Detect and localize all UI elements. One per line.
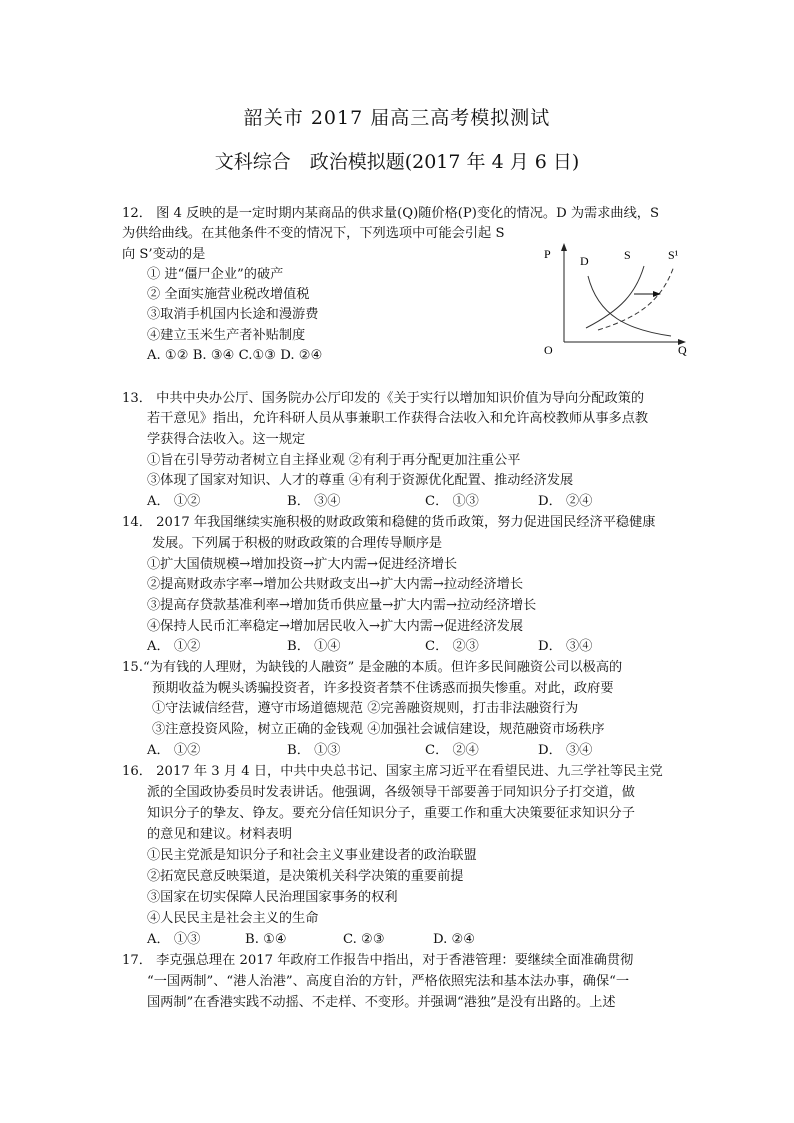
answer-option: D． ③④ xyxy=(538,743,593,758)
choice-item: ④人民民主是社会主义的生命 xyxy=(147,911,319,926)
p-axis-label: P xyxy=(544,247,551,261)
supply-shift-label: S¹ xyxy=(668,248,679,262)
question-text-line: 预期收益为幌头诱骗投资者，许多投资者禁不住诱惑而损失惨重。对此，政府要 xyxy=(152,681,614,696)
answer-option: A． ①② xyxy=(147,639,201,654)
question-text-line: 14． 2017 年我国继续实施积极的财政政策和稳健的货币政策，努力促进国民经济平稳健康 xyxy=(122,515,656,530)
question-text-line: 知识分子的挚友、铮友。要充分信任知识分子，重要工作和重大决策要征求知识分子 xyxy=(147,806,635,821)
answer-option: A． ①② xyxy=(147,743,201,758)
answer-option: D． ③④ xyxy=(538,639,593,654)
choice-item: ③国家在切实保障人民治理国家事务的权利 xyxy=(147,890,398,905)
question-text-line: “一国两制”、“港人治港”、高度自治的方针，严格依照宪法和基本法办事，确保“一 xyxy=(147,974,630,989)
supply-curve-s1 xyxy=(598,266,674,330)
question-text-line: 发展。下列属于积极的财政政策的合理传导顺序是 xyxy=(152,536,443,551)
choice-item: ② 全面实施营业税改增值税 xyxy=(147,287,310,302)
question-text-line: 的意见和建议。材料表明 xyxy=(147,827,293,842)
supply-curve-s xyxy=(586,266,644,328)
shift-arrowhead xyxy=(653,291,661,297)
q-axis-label: Q xyxy=(678,343,687,357)
question-text-line: 国两制”在香港实践不动摇、不走样、不变形。并强调“港独”是没有出路的。上述 xyxy=(147,995,616,1010)
supply-demand-figure xyxy=(536,238,696,358)
answer-option: D. ②④ xyxy=(433,932,476,947)
answer-option: C. ②③ xyxy=(343,932,385,947)
question-text-line: 16． 2017 年 3 月 4 日，中共中央总书记、国家主席习近平在看望民进、九三学社等民主党 xyxy=(122,764,663,779)
question-text-line: 派的全国政协委员时发表讲话。他强调，各级领导干部要善于同知识分子打交道，做 xyxy=(147,785,635,800)
answer-option: B. ①④ xyxy=(245,932,287,947)
question-text-line: 17． 李克强总理在 2017 年政府工作报告中指出，对于香港管理：要继续全面准确贯彻 xyxy=(122,953,634,968)
answer-option: A． ①② xyxy=(147,494,201,509)
choice-item: ③取消手机国内长途和漫游费 xyxy=(147,307,319,322)
choice-item: ③注意投资风险，树立正确的金钱观 ④加强社会诚信建设，规范融资市场秩序 xyxy=(152,722,605,737)
choice-item: ①旨在引导劳动者树立自主择业观 ②有利于再分配更加注重公平 xyxy=(147,453,521,468)
choice-item: ④建立玉米生产者补贴制度 xyxy=(147,328,306,343)
question-text-line: 15.“为有钱的人理财，为缺钱的人融资” 是金融的本质。但许多民间融资公司以极高的 xyxy=(122,660,623,675)
choice-item: ②拓宽民意反映渠道，是决策机关科学决策的重要前提 xyxy=(147,869,464,884)
choice-item: ③体现了国家对知识、人才的尊重 ④有利于资源优化配置、推动经济发展 xyxy=(147,473,574,488)
answer-option: B． ①④ xyxy=(287,639,341,654)
choice-item: ① 进“僵尸企业”的破产 xyxy=(147,267,284,282)
origin-label: O xyxy=(544,343,553,357)
question-text-line: 学获得合法收入。这一规定 xyxy=(147,432,306,447)
answer-options: A. ①② B. ③④ C.①③ D. ②④ xyxy=(147,348,323,363)
question-text-line: 12． 图 4 反映的是一定时期内某商品的供求量(Q)随价格(P)变化的情况。D 为需求曲线，S xyxy=(122,206,659,221)
choice-item: ②提高财政赤字率→增加公共财政支出→扩大内需→拉动经济增长 xyxy=(147,577,524,592)
answer-option: C． ①③ xyxy=(425,494,479,509)
answer-option: B． ①③ xyxy=(287,743,341,758)
answer-option: A． ①③ xyxy=(147,932,201,947)
answer-option: B． ③④ xyxy=(287,494,341,509)
choice-item: ①民主党派是知识分子和社会主义事业建设者的政治联盟 xyxy=(147,848,477,863)
answer-option: C． ②③ xyxy=(425,639,479,654)
choice-item: ①守法诚信经营，遵守市场道德规范 ②完善融资规则，打击非法融资行为 xyxy=(152,701,579,716)
question-text-line: 为供给曲线。在其他条件不变的情况下，下列选项中可能会引起 S xyxy=(122,226,505,241)
supply-label: S xyxy=(624,248,631,262)
choice-item: ①扩大国债规模→增加投资→扩大内需→促进经济增长 xyxy=(147,557,458,572)
demand-label: D xyxy=(580,254,589,268)
question-text-line: 向 S’变动的是 xyxy=(122,247,206,262)
exam-subtitle: 文科综合 政治模拟题(2017 年 4 月 6 日) xyxy=(214,151,580,173)
p-axis-arrow xyxy=(561,243,567,251)
answer-option: C． ②④ xyxy=(425,743,479,758)
demand-curve xyxy=(588,276,671,336)
answer-option: D． ②④ xyxy=(538,494,593,509)
question-text-line: 13． 中共中央办公厅、国务院办公厅印发的《关于实行以增加知识价值为导向分配政策的 xyxy=(122,391,645,406)
choice-item: ③提高存贷款基准利率→增加货币供应量→扩大内需→拉动经济增长 xyxy=(147,598,537,613)
question-text-line: 若干意见》指出，允许科研人员从事兼职工作获得合法收入和允许高校教师从事多点教 xyxy=(147,411,649,426)
choice-item: ④保持人民币汇率稳定→增加居民收入→扩大内需→促进经济发展 xyxy=(147,619,524,634)
exam-title: 韶关市 2017 届高三高考模拟测试 xyxy=(243,107,551,129)
